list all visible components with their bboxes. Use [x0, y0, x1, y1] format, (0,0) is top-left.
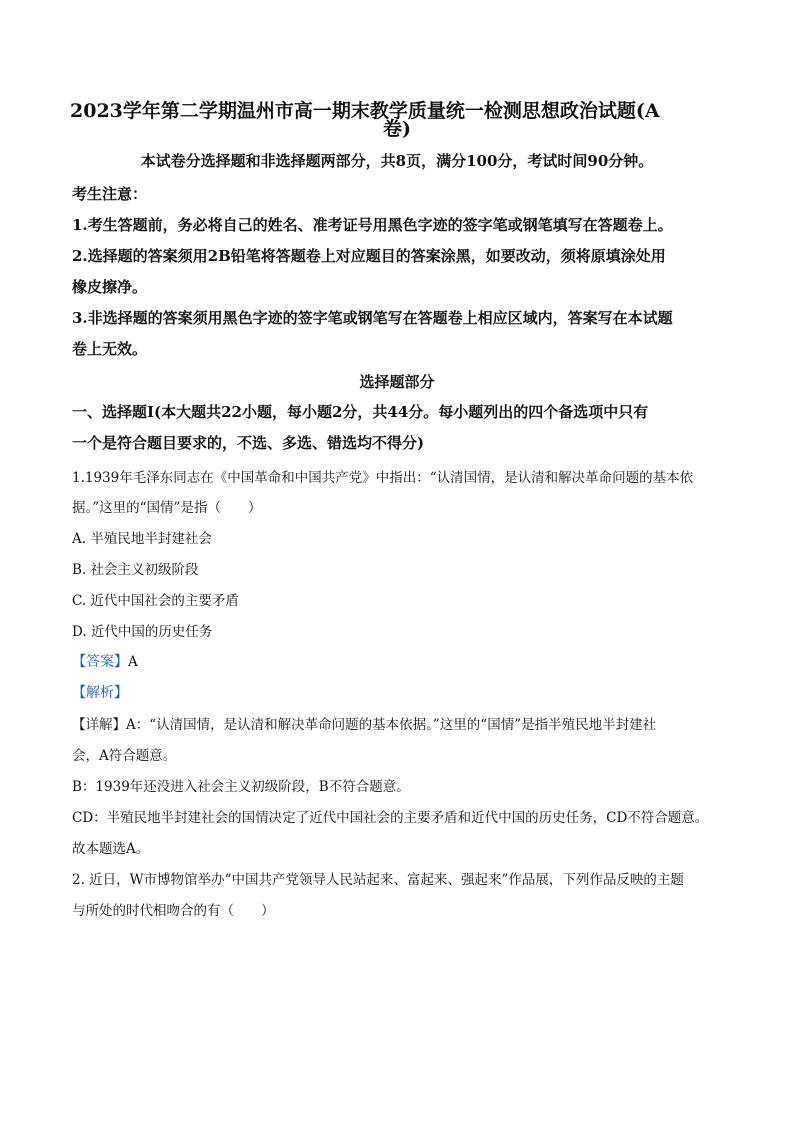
notice-2: 2.选择题的答案须用2B铅笔将答题卷上对应题目的答案涂黑，如要改动，须将原填涂处用: [72, 247, 666, 265]
q1-stem-line-2: 据。”这里的“国情”是指（ ）: [72, 500, 262, 516]
q1-detail-line-5: 故本题选A。: [72, 841, 150, 857]
part-heading-line-2: 一个是符合题目要求的，不选、多选、错选均不得分): [72, 434, 425, 452]
q1-option-c: C. 近代中国社会的主要矛盾: [72, 593, 239, 609]
detail-tag: 【详解】: [72, 717, 126, 733]
notice-3: 3.非选择题的答案须用黑色字迹的签字笔或钢笔写在答题卷上相应区域内，答案写在本试题: [72, 309, 673, 327]
q1-analysis-line: [72, 682, 732, 702]
exam-intro: 本试卷分选择题和非选择题两部分，共8页，满分100分，考试时间90分钟。: [140, 152, 654, 170]
answer-tag: 【答案】: [72, 654, 128, 670]
exam-title-line-1: 2023学年第二学期温州市高一期末教学质量统一检测思想政治试题(A: [70, 100, 660, 122]
q1-option-a: A. 半殖民地半封建社会: [72, 531, 212, 547]
q1-detail-line-3: B：1939年还没进入社会主义初级阶段，B不符合题意。: [72, 779, 410, 795]
q1-option-b: B. 社会主义初级阶段: [72, 562, 199, 578]
q1-detail-line-2: 会，A符合题意。: [72, 748, 177, 764]
section-title: 选择题部分: [359, 373, 435, 391]
q2-stem-line-1: 2. 近日，W市博物馆举办“中国共产党领导人民站起来、富起来、强起来”作品展，下列作品反映的主题: [72, 872, 684, 888]
exam-title-line-2: 卷): [383, 118, 411, 140]
q1-detail-line-4: CD：半殖民地半封建社会的国情决定了近代中国社会的主要矛盾和近代中国的历史任务，CD不符合题意。: [72, 810, 709, 826]
q1-answer-line: [72, 651, 732, 671]
q2-stem-line-2: 与所处的时代相吻合的有（ ）: [72, 903, 275, 919]
part-heading-line-1: 一、选择题Ⅰ(本大题共22小题，每小题2分，共44分。每小题列出的四个备选项中只有: [72, 403, 649, 421]
notice-heading: 考生注意：: [72, 185, 148, 203]
notice-1: 1.考生答题前，务必将自己的姓名、准考证号用黑色字迹的签字笔或钢笔填写在答题卷上。: [72, 216, 673, 234]
notice-2-cont: 橡皮擦净。: [72, 278, 148, 296]
detail-text-1: A：“认清国情，是认清和解决革命问题的基本依据。”这里的“国情”是指半殖民地半封建社: [126, 717, 657, 733]
analysis-tag: 【解析】: [72, 685, 128, 701]
answer-value: A: [128, 654, 138, 670]
q1-stem-line-1: 1.1939年毛泽东同志在《中国革命和中国共产党》中指出：“认清国情，是认清和解决革命问题的基本依: [72, 470, 694, 486]
q1-detail-line-1: [72, 713, 732, 733]
notice-3-cont: 卷上无效。: [72, 340, 148, 358]
q1-option-d: D. 近代中国的历史任务: [72, 624, 213, 640]
